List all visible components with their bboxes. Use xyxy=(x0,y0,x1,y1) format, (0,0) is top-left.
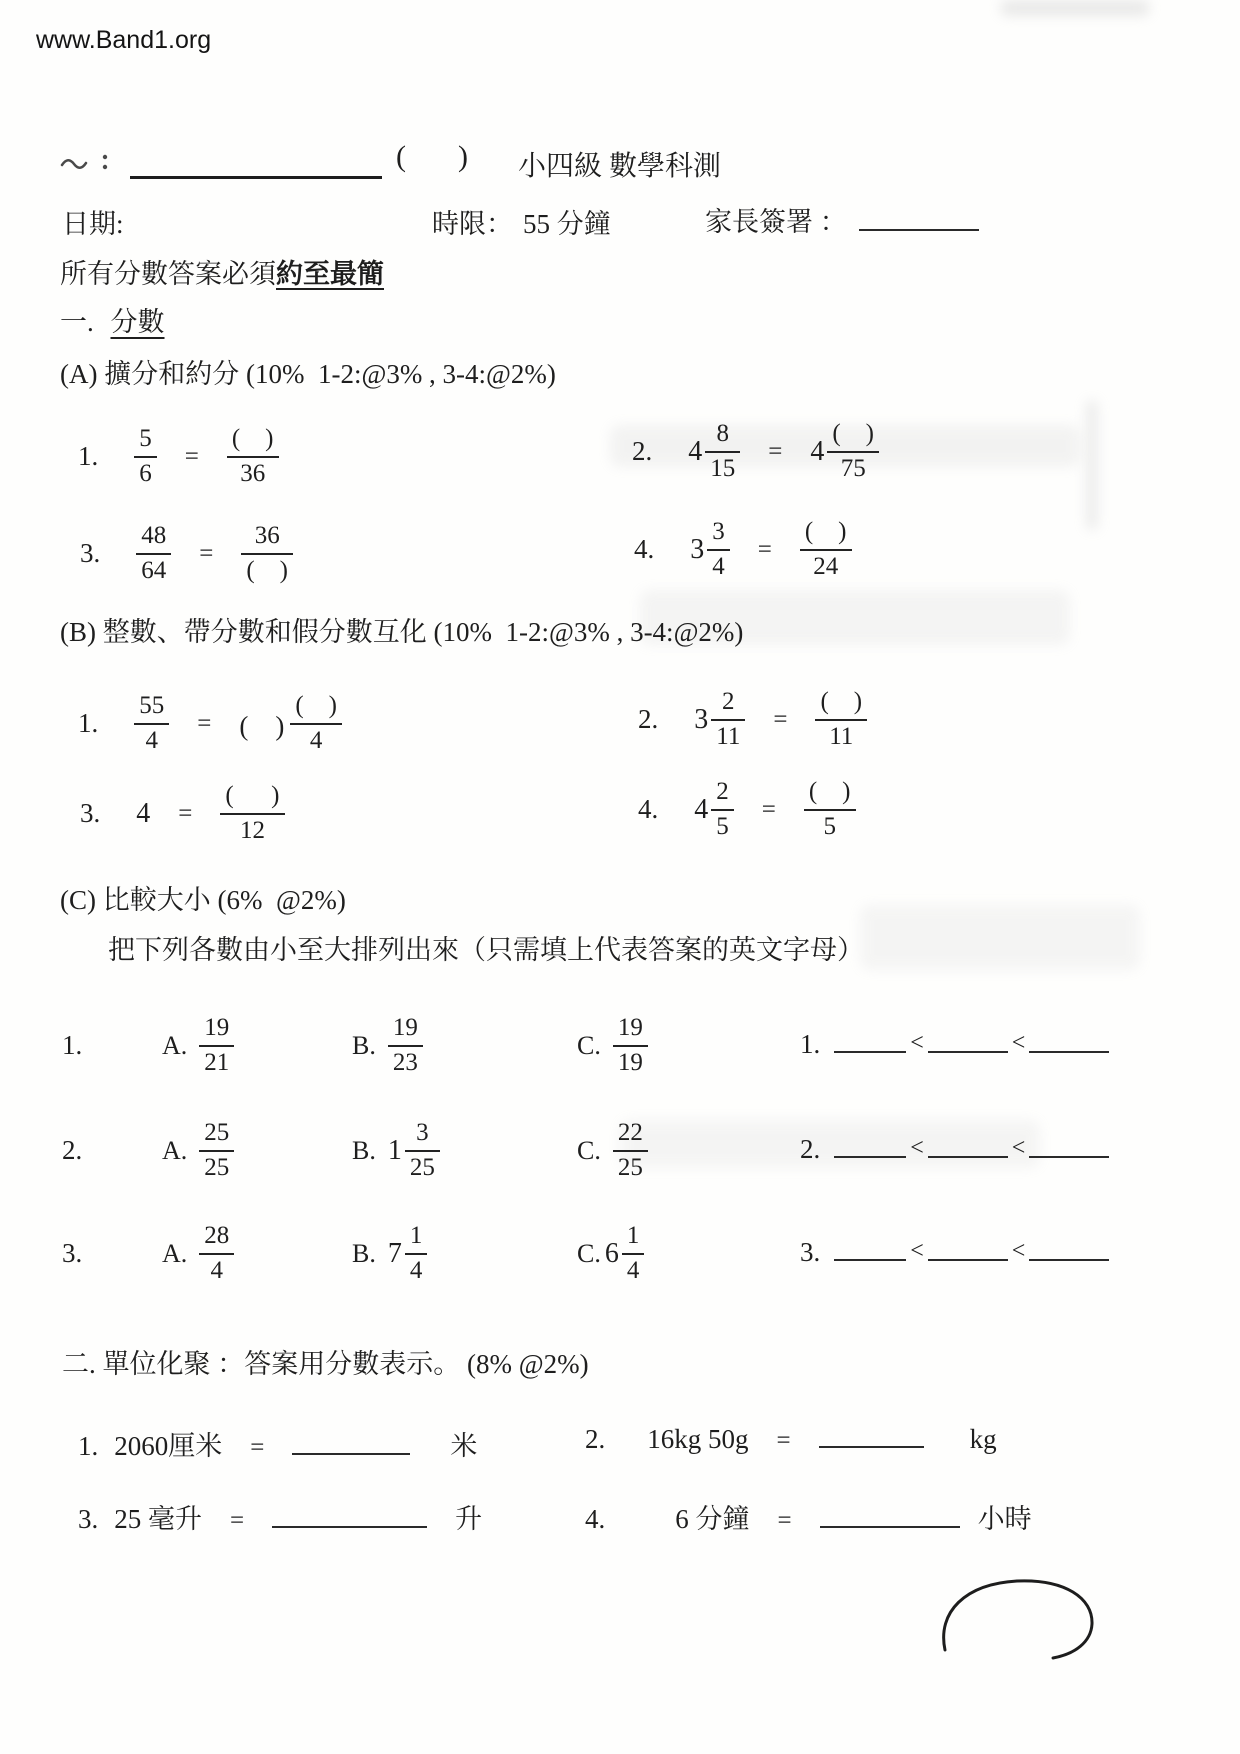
answer-blank xyxy=(1029,1049,1109,1053)
answer-blank xyxy=(834,1257,906,1261)
scan-artifact xyxy=(1086,400,1098,530)
equals-sign: = xyxy=(777,1507,792,1534)
equals-sign: = xyxy=(178,799,193,827)
option-label: C. xyxy=(577,1030,601,1060)
equals-sign: = xyxy=(757,535,772,563)
fraction xyxy=(622,1222,645,1286)
fraction-denominator: 19 xyxy=(613,1045,648,1078)
question-number: 2. xyxy=(632,436,653,467)
question-number: 2. xyxy=(585,1424,606,1454)
paper-title: 小四級 數學科測 xyxy=(518,151,722,182)
question-c2-answer-line xyxy=(800,1134,1109,1165)
fraction xyxy=(705,420,740,484)
fraction-denominator: 24 xyxy=(800,549,852,582)
question-u4 xyxy=(585,1497,1032,1536)
time-limit xyxy=(432,202,611,241)
answer-blank xyxy=(1029,1154,1109,1158)
quantity-text: 2060厘米 xyxy=(114,1431,223,1461)
fraction xyxy=(199,1014,234,1078)
question-a1 xyxy=(78,425,279,489)
less-than-sign: < xyxy=(910,1135,924,1161)
option-c xyxy=(577,1222,644,1286)
fraction xyxy=(199,1222,234,1286)
option-b xyxy=(352,1222,577,1286)
fraction-denominator: 4 xyxy=(707,549,730,582)
answer-blank xyxy=(1029,1257,1109,1261)
question-number: 1. xyxy=(62,1030,83,1061)
fraction-denominator: 23 xyxy=(388,1045,423,1078)
equals-sign: = xyxy=(197,709,212,737)
fraction-denominator: 6 xyxy=(134,456,157,489)
answer-blank xyxy=(928,1154,1008,1158)
name-blank-line xyxy=(130,152,382,179)
equals-sign: = xyxy=(199,539,214,567)
less-than-sign: < xyxy=(1011,1238,1026,1264)
answer-blank xyxy=(928,1257,1008,1261)
question-b1 xyxy=(78,692,342,756)
equals-sign: = xyxy=(184,442,199,470)
fraction-denominator: 15 xyxy=(705,451,740,484)
fraction-numerator: 55 xyxy=(139,692,165,719)
question-c2-options xyxy=(62,1119,648,1183)
fraction-denominator: 11 xyxy=(711,719,745,752)
unit-label: 小時 xyxy=(977,1504,1032,1534)
question-number: 1. xyxy=(78,441,99,472)
question-c3-options xyxy=(62,1222,644,1286)
sketch-oval xyxy=(935,1572,1100,1667)
partC-instruction: 把下列各數由小至大排列出來（只需填上代表答案的英文字母） xyxy=(108,935,864,965)
fraction xyxy=(613,1014,648,1078)
fraction-rhs xyxy=(220,782,284,846)
mixed-number-lhs xyxy=(690,518,730,582)
fraction-numerator-blank: ( ) xyxy=(225,782,280,809)
fraction-numerator-blank: ( ) xyxy=(820,688,863,715)
question-b2 xyxy=(638,688,867,752)
fraction-denominator: 21 xyxy=(199,1045,234,1078)
answer-blank xyxy=(928,1049,1008,1053)
equals-sign: = xyxy=(776,1427,791,1454)
whole-number: 4 xyxy=(688,435,703,467)
mixed-number-rhs xyxy=(810,420,879,484)
name-label-scribble xyxy=(58,148,118,176)
fraction-denominator: 5 xyxy=(804,809,856,842)
option-label: C. xyxy=(577,1238,601,1268)
less-than-sign: < xyxy=(1011,1135,1026,1161)
equals-sign: = xyxy=(250,1434,265,1461)
class-number-parens xyxy=(396,140,468,174)
option-b xyxy=(352,1119,577,1183)
fraction-denominator: 12 xyxy=(220,813,284,846)
partC-heading: (C) 比較大小 (6% @2%) xyxy=(60,885,346,915)
mixed-number-lhs xyxy=(694,778,734,842)
fraction xyxy=(613,1119,648,1183)
section1-title: 分數 xyxy=(110,307,165,337)
option-c xyxy=(577,1119,648,1183)
option-a xyxy=(162,1014,352,1078)
unit-label: 米 xyxy=(450,1431,478,1461)
fraction-numerator: 22 xyxy=(617,1119,643,1146)
question-number: 2. xyxy=(62,1135,83,1166)
paren-close: ) xyxy=(458,140,468,173)
fraction-denominator: 4 xyxy=(405,1253,428,1286)
unit-label: kg xyxy=(969,1424,997,1454)
quantity-text: 16kg 50g xyxy=(647,1424,749,1454)
option-a xyxy=(162,1222,352,1286)
section1-title-line xyxy=(60,300,165,339)
fraction-rhs xyxy=(804,778,856,842)
less-than-sign: < xyxy=(910,1238,924,1264)
section1-number: 一. xyxy=(60,307,94,337)
equals-sign: = xyxy=(773,705,788,733)
fraction-numerator: 8 xyxy=(716,420,729,447)
question-number: 3. xyxy=(80,798,101,829)
question-c3-answer-line xyxy=(800,1237,1109,1268)
question-a4 xyxy=(634,518,852,582)
fraction-numerator: 2 xyxy=(716,778,729,805)
quantity-text: 6 分鐘 xyxy=(675,1504,750,1534)
site-url: www.Band1.org xyxy=(36,26,212,54)
fraction-numerator-blank: ( ) xyxy=(231,425,274,452)
fraction-rhs xyxy=(800,518,852,582)
whole-number: 4 xyxy=(136,797,151,829)
whole-number: 3 xyxy=(694,703,709,735)
fraction-numerator: 19 xyxy=(617,1014,643,1041)
whole-number: 7 xyxy=(387,1237,402,1269)
paren-open: ( xyxy=(396,140,406,173)
partA-heading: (A) 擴分和約分 (10% 1-2:@3% , 3-4:@2%) xyxy=(60,359,556,389)
option-c xyxy=(577,1014,648,1078)
fraction-denominator: 64 xyxy=(136,553,171,586)
question-a3 xyxy=(80,522,293,586)
fraction-numerator: 48 xyxy=(141,522,167,549)
less-than-sign: < xyxy=(1011,1030,1026,1056)
fraction-lhs xyxy=(134,425,157,489)
answer-number: 2. xyxy=(800,1134,821,1164)
fraction-numerator: 28 xyxy=(204,1222,230,1249)
fraction-denominator-blank: ( ) xyxy=(241,553,293,586)
option-label: B. xyxy=(352,1030,376,1060)
fraction-numerator: 5 xyxy=(139,425,152,452)
option-a xyxy=(162,1119,352,1183)
question-number: 3. xyxy=(78,1504,99,1534)
fraction-numerator: 1 xyxy=(626,1222,640,1249)
question-number: 4. xyxy=(638,794,659,825)
fraction-rhs xyxy=(227,425,279,489)
question-a2 xyxy=(632,420,879,484)
scan-artifact xyxy=(1000,0,1150,16)
fraction-rhs xyxy=(290,692,342,756)
fraction-denominator: 4 xyxy=(134,723,169,756)
fraction-denominator: 4 xyxy=(290,723,342,756)
signature-blank-line xyxy=(859,227,979,231)
whole-number: 4 xyxy=(810,435,825,467)
fraction-denominator: 25 xyxy=(199,1150,234,1183)
question-number: 3. xyxy=(62,1238,83,1269)
question-u1 xyxy=(78,1424,477,1463)
answer-blank xyxy=(292,1451,410,1455)
fraction-numerator-blank: ( ) xyxy=(832,420,875,447)
fraction-numerator: 36 xyxy=(254,522,280,549)
option-b xyxy=(352,1014,577,1078)
fraction-numerator: 25 xyxy=(204,1119,230,1146)
option-label: C. xyxy=(577,1135,601,1165)
signature-label: 家長簽署 ： xyxy=(705,207,847,237)
fraction xyxy=(707,518,730,582)
fraction xyxy=(405,1222,428,1286)
mixed-number xyxy=(605,1222,645,1286)
unit-label: 升 xyxy=(455,1504,483,1534)
fraction xyxy=(405,1119,440,1183)
fraction-numerator-blank: ( ) xyxy=(808,778,851,805)
mixed-number-lhs xyxy=(694,688,745,752)
fraction-rhs xyxy=(815,688,867,752)
fraction-denominator: 11 xyxy=(815,719,867,752)
fraction-lhs xyxy=(136,522,171,586)
question-u3 xyxy=(78,1497,482,1536)
whole-number: 6 xyxy=(604,1237,619,1269)
question-c1-answer-line xyxy=(800,1029,1109,1060)
fraction-numerator: 19 xyxy=(204,1014,230,1041)
answer-number: 3. xyxy=(800,1237,821,1267)
whole-number-blank: ( ) xyxy=(239,711,285,742)
fraction xyxy=(199,1119,234,1183)
fraction-denominator: 4 xyxy=(199,1253,234,1286)
scan-artifact xyxy=(860,905,1140,970)
fraction xyxy=(711,778,734,842)
fraction-numerator: 3 xyxy=(712,518,725,545)
option-label: A. xyxy=(162,1135,188,1165)
section2-heading: 二. 單位化聚 ：答案用分數表示。 (8% @2%) xyxy=(62,1349,589,1379)
whole-number: 1 xyxy=(387,1134,402,1166)
answer-blank xyxy=(820,1524,960,1528)
question-number: 3. xyxy=(80,538,101,569)
fraction-denominator: 25 xyxy=(613,1150,648,1183)
quantity-text: 25 毫升 xyxy=(114,1504,202,1534)
fraction-numerator-blank: ( ) xyxy=(804,518,847,545)
time-limit-label: 時限： xyxy=(432,209,513,239)
fraction-numerator: 3 xyxy=(416,1119,429,1146)
notice-prefix: 所有分數答案必須 xyxy=(60,259,276,289)
answer-blank xyxy=(834,1154,906,1158)
fraction-denominator: 75 xyxy=(827,451,879,484)
fraction-rhs xyxy=(241,522,293,586)
fraction-numerator-blank: ( ) xyxy=(295,692,337,719)
option-label: A. xyxy=(162,1030,188,1060)
equals-sign: = xyxy=(761,795,776,823)
answer-blank xyxy=(834,1049,906,1053)
fraction-denominator: 36 xyxy=(227,456,279,489)
fraction xyxy=(711,688,745,752)
whole-number: 4 xyxy=(694,793,709,825)
answer-blank xyxy=(272,1524,427,1528)
answer-blank xyxy=(819,1444,924,1448)
option-label: B. xyxy=(352,1238,376,1268)
fraction xyxy=(827,420,879,484)
equals-sign: = xyxy=(768,437,783,465)
mixed-number xyxy=(388,1119,440,1183)
fraction-denominator: 4 xyxy=(622,1253,645,1286)
question-number: 1. xyxy=(78,1431,99,1461)
question-b4 xyxy=(638,778,856,842)
less-than-sign: < xyxy=(910,1030,924,1056)
option-label: A. xyxy=(162,1238,188,1268)
question-c1-options xyxy=(62,1014,648,1078)
mixed-number-lhs xyxy=(688,420,740,484)
time-limit-value: 55 分鐘 xyxy=(523,209,611,239)
notice-line xyxy=(60,252,384,291)
fraction-denominator: 5 xyxy=(711,809,734,842)
mixed-number xyxy=(388,1222,428,1286)
date-label: 日期: xyxy=(62,209,124,239)
fraction-numerator: 19 xyxy=(392,1014,418,1041)
question-u2 xyxy=(585,1424,997,1455)
answer-number: 1. xyxy=(800,1029,821,1059)
notice-emphasis: 約至最簡 xyxy=(276,259,384,289)
question-number: 4. xyxy=(585,1504,606,1534)
question-number: 4. xyxy=(634,534,655,565)
option-label: B. xyxy=(352,1135,376,1165)
parent-signature xyxy=(705,200,979,239)
question-number: 2. xyxy=(638,704,659,735)
question-number: 1. xyxy=(78,708,99,739)
partB-heading: (B) 整數、帶分數和假分數互化 (10% 1-2:@3% , 3-4:@2%) xyxy=(60,617,744,647)
fraction xyxy=(388,1014,423,1078)
equals-sign: = xyxy=(230,1507,245,1534)
fraction-numerator: 2 xyxy=(722,688,735,715)
fraction-denominator: 25 xyxy=(405,1150,440,1183)
whole-number: 3 xyxy=(690,533,705,565)
question-b3 xyxy=(80,782,285,846)
fraction-numerator: 1 xyxy=(409,1222,423,1249)
fraction-lhs xyxy=(134,692,169,756)
